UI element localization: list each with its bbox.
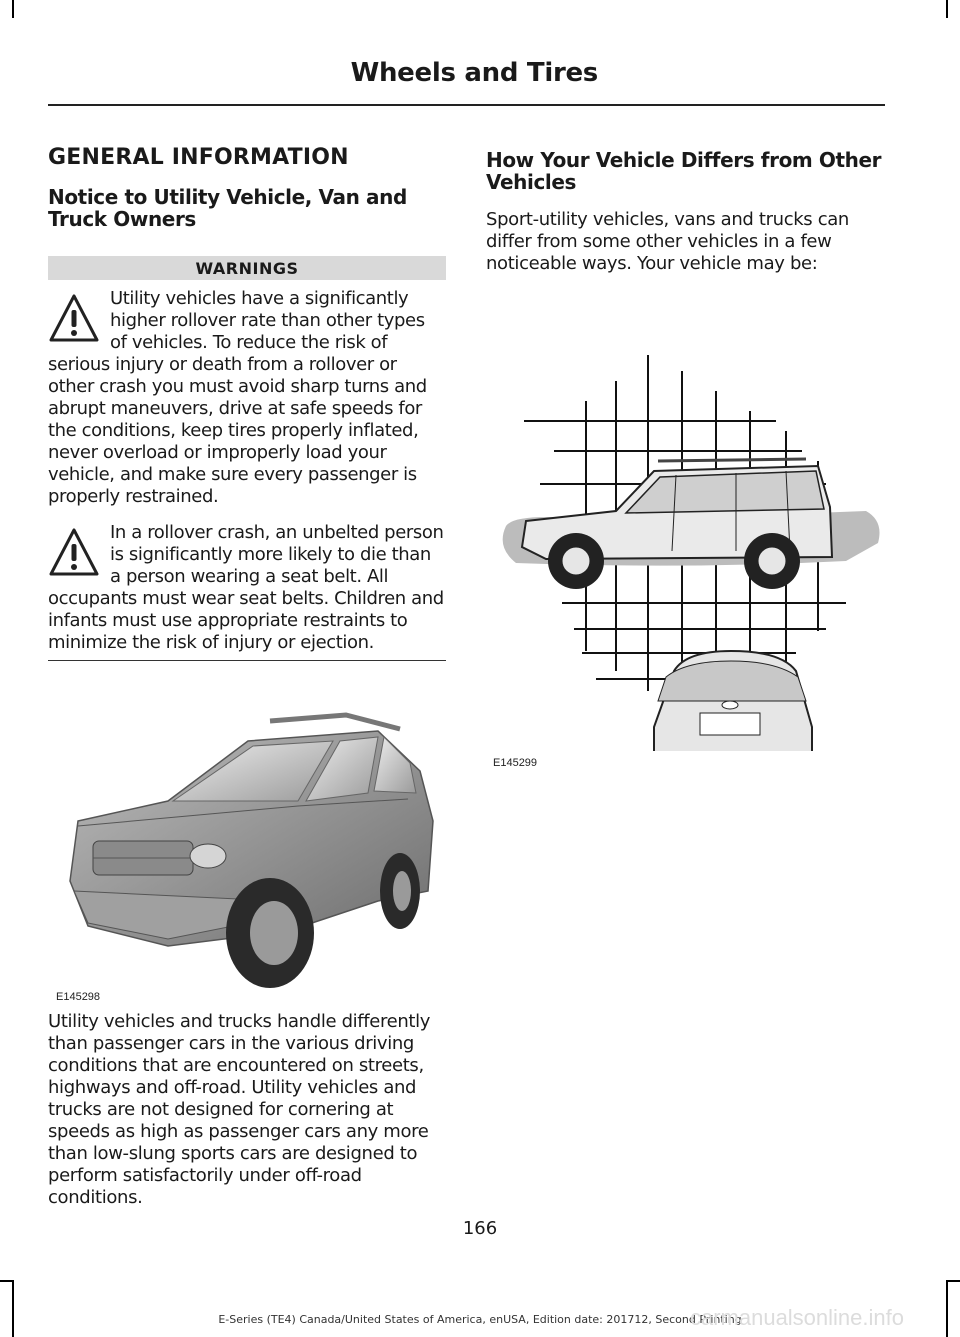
crop-mark-top-left (12, 0, 14, 18)
page-number: 166 (462, 1218, 498, 1239)
crop-mark-bottom-right (946, 1280, 948, 1337)
watermark: carmanualsonline.info (689, 1305, 904, 1330)
body-paragraph: Sport-utility vehicles, vans and trucks can differ from some other vehicles in a few noticeable ways. Your vehicle may be: (486, 209, 849, 274)
right-column (486, 145, 884, 781)
suv-front-illustration (48, 701, 446, 991)
vehicle-grid-illustration (486, 311, 884, 751)
warnings-end-rule (48, 660, 446, 661)
figure-suv-illustration (48, 701, 446, 1001)
figure-vehicle-grid (486, 311, 884, 781)
warning-text-1: Utility vehicles have a significantly higher rollover rate than other types of vehicles. To reduce the risk of serious injury or death from a rollover or other crash you must avoid sharp turns and abrupt maneuvers, drive at safe speeds for the conditions, keep tires properly inflated, never overload or improperly load your vehicle, and make sure every passenger is properly restrained. (48, 288, 427, 507)
crop-mark-top-right (946, 0, 948, 18)
crop-mark-bottom-right-h (946, 1280, 960, 1282)
subsection-title: Notice to Utility Vehicle, Van and Truck Owners (48, 185, 407, 231)
warning-triangle-icon (48, 292, 100, 346)
crop-mark-bottom-left-h (0, 1280, 14, 1282)
left-column (48, 145, 446, 1209)
header-rule (48, 104, 885, 106)
subsection-title: How Your Vehicle Differs from Other Vehicles (486, 148, 882, 194)
warning-item-2 (48, 522, 446, 654)
crop-mark-bottom-left (12, 1280, 14, 1337)
section-title: GENERAL INFORMATION (48, 145, 349, 170)
body-paragraph: Utility vehicles and trucks handle differently than passenger cars in the various driving conditions that are encountered on streets, highways and off-road. Utility vehicles and trucks are not designed for cornering at speeds as high as passenger cars any more than low-slung sports cars are designed to perform satisfactorily under off-road conditions. (48, 1011, 431, 1208)
edition-line: E-Series (TE4) Canada/United States of America, enUSA, Edition date: 201712, Second Printing (218, 1313, 742, 1326)
warning-text-2: In a rollover crash, an unbelted person is significantly more likely to die than a person wearing a seat belt. All occupants must wear seat belts. Children and infants must use appropriate restraints to minimize the risk of injury or ejection. (48, 522, 444, 653)
warnings-heading: WARNINGS (48, 256, 446, 280)
warning-item-1 (48, 288, 446, 508)
figure-code: E145299 (493, 757, 538, 769)
warning-triangle-icon (48, 526, 100, 580)
figure-code: E145298 (56, 991, 101, 1003)
page-header-title: Wheels and Tires (350, 58, 598, 88)
